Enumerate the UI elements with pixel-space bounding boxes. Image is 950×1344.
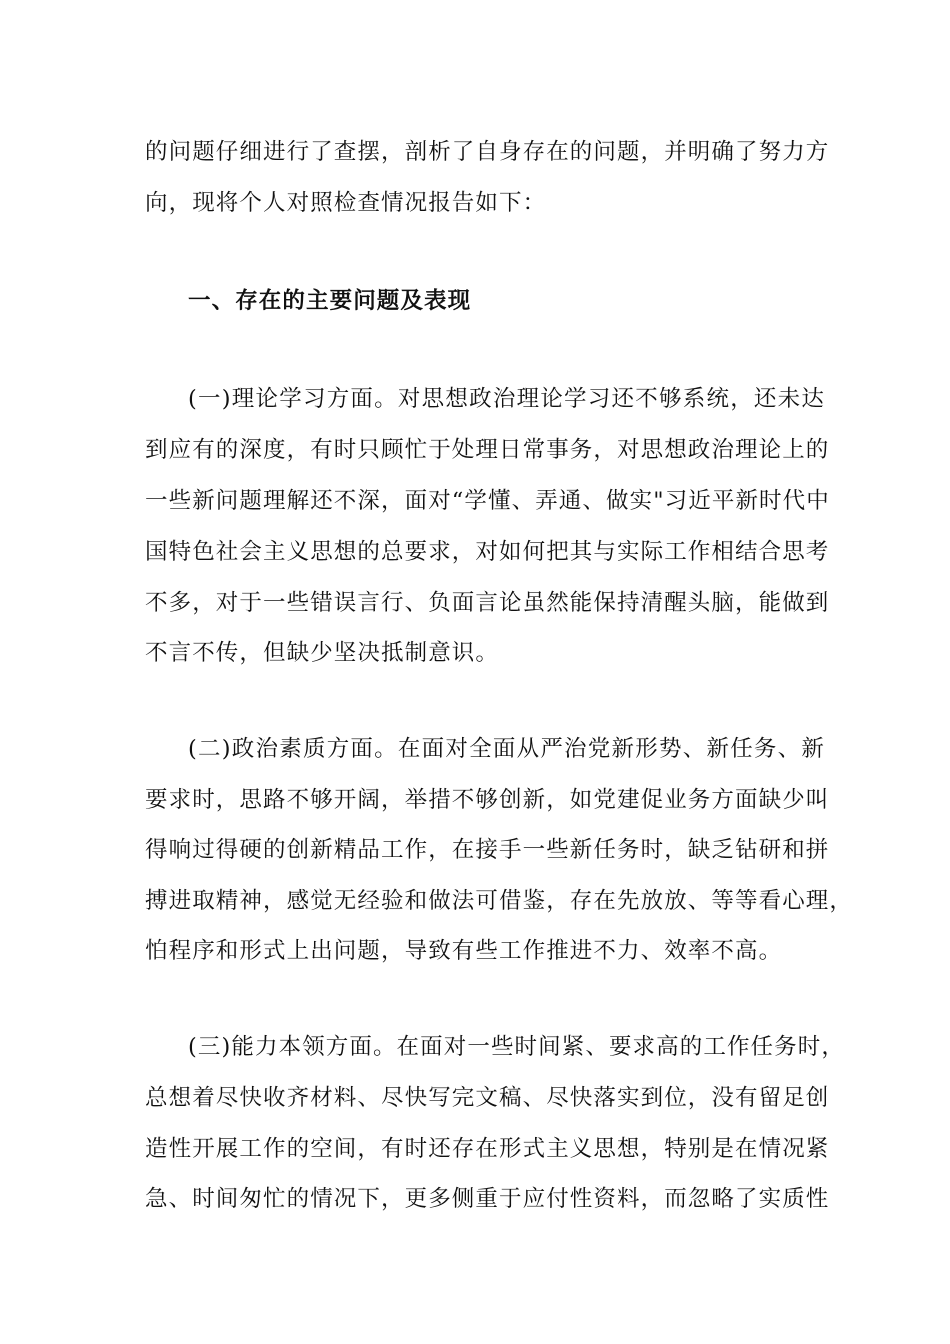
intro-line-2: 向，现将个人对照检查情况报告如下： — [145, 190, 547, 216]
section-2-line-1: (二)政治素质方面。在面对全面从严治党新形势、新任务、新 — [188, 736, 825, 762]
section-heading: 一、存在的主要问题及表现 — [188, 288, 472, 314]
section-1-line-3: 一些新问题理解还不深，面对“学懂、弄通、做实"习近平新时代中 — [145, 488, 830, 514]
section-1-line-4: 国特色社会主义思想的总要求，对如何把其与实际工作相结合思考 — [145, 539, 830, 565]
section-3-line-2: 总想着尽快收齐材料、尽快写完文稿、尽快落实到位，没有留足创 — [145, 1085, 830, 1111]
section-3-line-3: 造性开展工作的空间，有时还存在形式主义思想，特别是在情况紧 — [145, 1136, 830, 1162]
section-1-line-6: 不言不传，但缺少坚决抵制意识。 — [145, 640, 500, 666]
section-2-line-5: 怕程序和形式上出问题，导致有些工作推进不力、效率不高。 — [145, 938, 783, 964]
intro-line-1: 的问题仔细进行了查摆，剖析了自身存在的问题，并明确了努力方 — [145, 139, 830, 165]
section-3-line-4: 急、时间匆忙的情况下，更多侧重于应付性资料，而忽略了实质性 — [145, 1186, 830, 1212]
section-2-line-4: 搏进取精神，感觉无经验和做法可借鉴，存在先放放、等等看心理， — [145, 888, 854, 914]
section-2-line-3: 得响过得硬的创新精品工作，在接手一些新任务时，缺乏钻研和拼 — [145, 837, 830, 863]
section-1-line-1: (一)理论学习方面。对思想政治理论学习还不够系统，还未达 — [188, 386, 825, 412]
section-3-line-1: (三)能力本领方面。在面对一些时间紧、要求高的工作任务时， — [188, 1034, 845, 1060]
section-2-line-2: 要求时，思路不够开阔，举措不够创新，如党建促业务方面缺少叫 — [145, 787, 830, 813]
section-1-line-2: 到应有的深度，有时只顾忙于处理日常事务，对思想政治理论上的 — [145, 437, 830, 463]
section-1-line-5: 不多，对于一些错误言行、负面言论虽然能保持清醒头脑，能做到 — [145, 590, 830, 616]
